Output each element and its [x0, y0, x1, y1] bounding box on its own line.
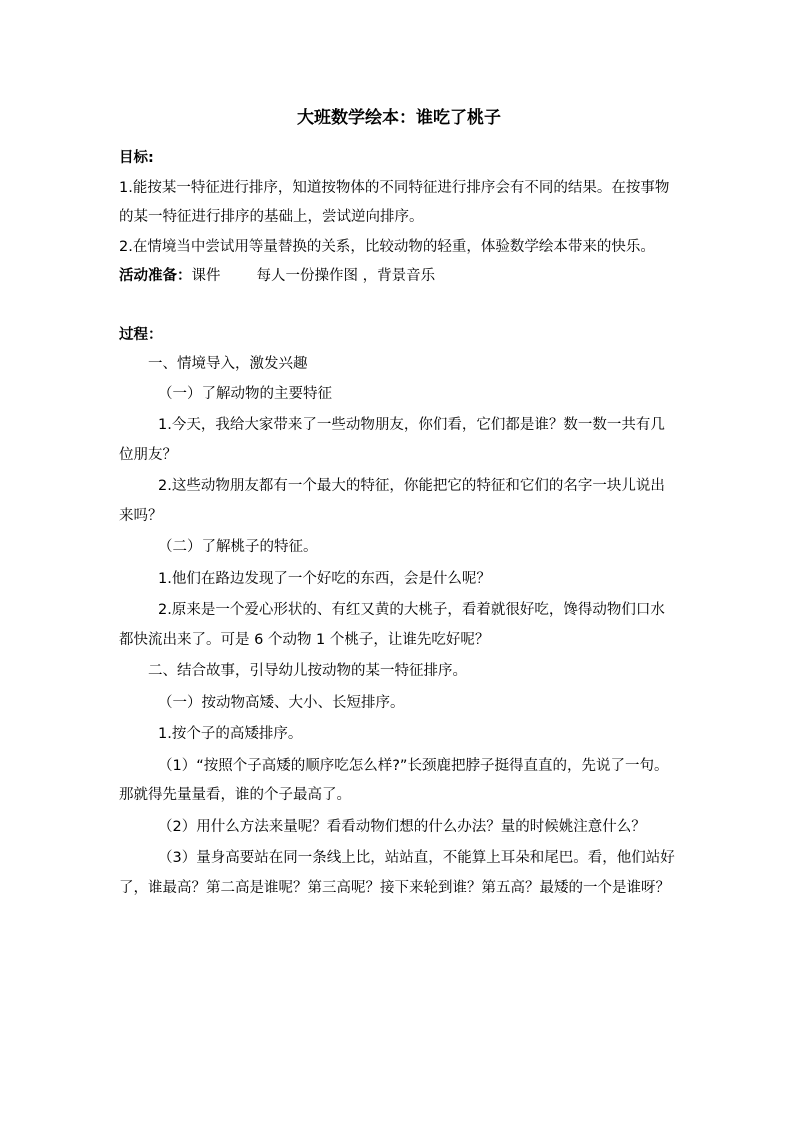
process-section-1: 一、情境导入，激发兴趣: [148, 356, 308, 372]
goal-item-2: 2.在情境当中尝试用等量替换的关系，比较动物的轻重，体验数学绘本带来的快乐。: [119, 238, 655, 255]
process-heading: [119, 321, 679, 351]
prep-label: 活动准备：: [119, 268, 192, 284]
process-step: 1.按个子的高矮排序。: [158, 726, 303, 742]
process-step: 2.原来是一个爱心形状的、有红又黄的大桃子，看着就很好吃，馋得动物们口水都快流出来了。可是 6 个动物 1 个桃子，让谁先吃好呢？: [119, 602, 665, 648]
goals-label: 目标:: [119, 150, 154, 166]
process-step: （1）“按照个子高矮的顺序吃怎么样?”长颈鹿把脖子挺得直直的，先说了一句。那就得先量量看，谁的个子最高了。: [119, 757, 669, 803]
process-label: 过程：: [119, 326, 163, 343]
prep-item-materials: 每人一份操作图 ，背景音乐: [256, 268, 436, 284]
process-section-2: 二、结合故事，引导幼儿按动物的某一特征排序。: [148, 663, 467, 679]
process-subsection-2: （二）了解桃子的特征。: [158, 539, 318, 555]
document-body: [119, 144, 679, 903]
process-step: 1.他们在路边发现了一个好吃的东西，会是什么呢？: [158, 570, 491, 587]
prep-line: [119, 262, 679, 292]
goal-item-1: 1.能按某一特征进行排序，知道按物体的不同特征进行排序会有不同的结果。在按事物的某一特征进行排序的基础上，尝试逆向排序。: [119, 179, 670, 225]
process-subsection-3: （一）按动物高矮、大小、长短排序。: [158, 694, 405, 711]
prep-item-courseware: 课件: [191, 268, 221, 284]
process-step: 1.今天，我给大家带来了一些动物朋友，你们看，它们都是谁？数一数一共有几位朋友？: [119, 417, 665, 463]
goals-heading: [119, 144, 679, 174]
process-subsection-1: （一）了解动物的主要特征: [158, 385, 332, 402]
process-step: （3）量身高要站在同一条线上比，站站直，不能算上耳朵和尾巴。看，他们站好了，谁最高？第二高是谁呢？第三高呢？接下来轮到谁？第五高？最矮的一个是谁呀？: [119, 850, 675, 896]
process-step: （2）用什么方法来量呢？看看动物们想的什么办法？量的时候姚注意什么？: [158, 818, 646, 835]
process-step: 2.这些动物朋友都有一个最大的特征，你能把它的特征和它们的名字一块儿说出来吗？: [119, 478, 665, 524]
document-title: 大班数学绘本：谁吃了桃子: [297, 108, 501, 128]
